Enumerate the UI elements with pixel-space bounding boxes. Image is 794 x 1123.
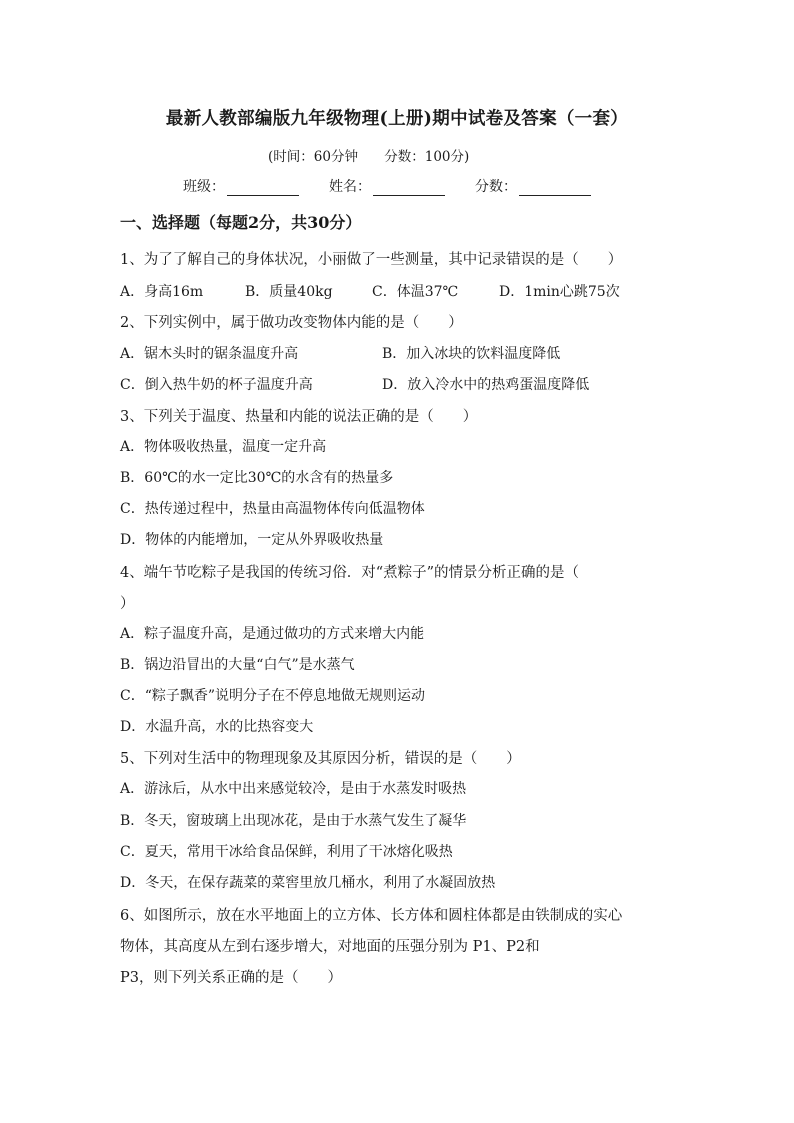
q1-option-d: D．1min心跳75次 [499, 284, 620, 300]
q4-option-a: A．粽子温度升高，是通过做功的方式来增大内能 [120, 626, 425, 642]
q1-options [120, 281, 620, 301]
score-info: 分数：100分) [384, 149, 470, 165]
score-blank[interactable] [519, 179, 591, 196]
q4-option-c: C．“粽子飘香”说明分子在不停息地做无规则运动 [120, 688, 426, 704]
q1-option-b: B．质量40kg [245, 284, 333, 300]
q4-stem-line2: ） [120, 596, 135, 612]
q4-stem-line1: 4、端午节吃粽子是我国的传统习俗．对“煮粽子”的情景分析正确的是（ [120, 565, 580, 581]
q2-option-b: B．加入冰块的饮料温度降低 [382, 346, 561, 362]
q3-option-a: A．物体吸收热量，温度一定升高 [120, 439, 327, 455]
q3-option-b: B．60℃的水一定比30℃的水含有的热量多 [120, 470, 394, 486]
page-title: 最新人教部编版九年级物理(上册)期中试卷及答案（一套） [165, 109, 629, 129]
time-info: (时间：60分钟 [268, 149, 358, 165]
q5-option-c: C．夏天，常用干冰给食品保鲜，利用了干冰熔化吸热 [120, 844, 453, 860]
name-field[interactable] [329, 176, 445, 196]
q2-options-row2 [120, 374, 589, 394]
class-label: 班级： [183, 179, 225, 195]
q6-stem-line2: 物体，其高度从左到右逐步增大，对地面的压强分别为 P1、P2和 [120, 939, 540, 955]
q1-option-c: C．体温37℃ [372, 284, 459, 300]
q5-option-b: B．冬天，窗玻璃上出现冰花，是由于水蒸气发生了凝华 [120, 813, 467, 829]
class-field[interactable] [183, 176, 299, 196]
q5-stem: 5、下列对生活中的物理现象及其原因分析，错误的是（ ） [120, 751, 521, 767]
q3-option-d: D．物体的内能增加，一定从外界吸收热量 [120, 532, 384, 548]
score-field[interactable] [475, 176, 591, 196]
section-title: 一、选择题（每题2分，共30分） [120, 213, 362, 232]
q5-option-d: D．冬天，在保存蔬菜的菜窖里放几桶水，利用了水凝固放热 [120, 875, 496, 891]
name-blank[interactable] [373, 179, 445, 196]
q4-option-b: B．锅边沿冒出的大量“白气”是水蒸气 [120, 657, 355, 673]
q6-stem-line3: P3，则下列关系正确的是（ ） [120, 970, 342, 986]
q4-option-d: D．水温升高，水的比热容变大 [120, 719, 314, 735]
q2-stem: 2、下列实例中，属于做功改变物体内能的是（ ） [120, 315, 463, 331]
q2-options-row1 [120, 343, 560, 363]
q1-stem: 1、为了了解自己的身体状况，小丽做了一些测量，其中记录错误的是（ ） [120, 252, 623, 268]
exam-info [268, 145, 491, 165]
q3-option-c: C．热传递过程中，热量由高温物体传向低温物体 [120, 501, 425, 517]
student-fields [183, 176, 621, 196]
q5-option-a: A．游泳后，从水中出来感觉较冷，是由于水蒸发时吸热 [120, 781, 467, 797]
name-label: 姓名： [329, 179, 371, 195]
q6-stem-line1: 6、如图所示，放在水平地面上的立方体、长方体和圆柱体都是由铁制成的实心 [120, 908, 623, 924]
q1-option-a: A．身高16m [120, 284, 204, 300]
q2-option-c: C．倒入热牛奶的杯子温度升高 [120, 377, 313, 393]
q2-option-d: D．放入冷水中的热鸡蛋温度降低 [382, 377, 590, 393]
q3-stem: 3、下列关于温度、热量和内能的说法正确的是（ ） [120, 409, 478, 425]
score-label: 分数： [475, 179, 517, 195]
class-blank[interactable] [227, 179, 299, 196]
q2-option-a: A．锯木头时的锯条温度升高 [120, 346, 299, 362]
